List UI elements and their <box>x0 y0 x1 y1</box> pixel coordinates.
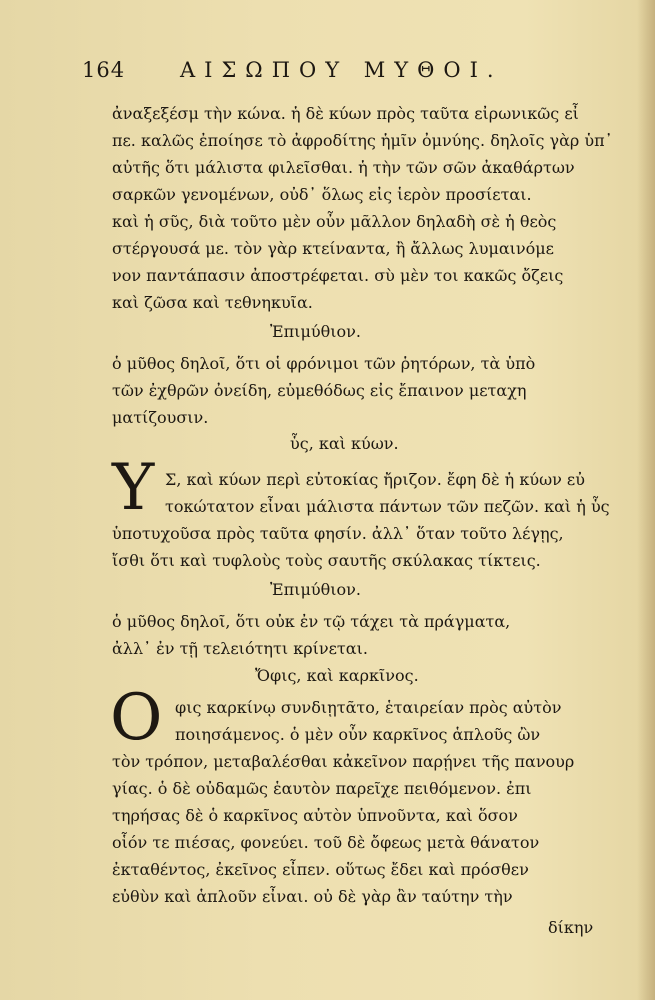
text-line: τηρήσας δὲ ὁ καρκῖνος αὐτὸν ὑπνοῦντα, καὶ ὅσον <box>112 806 518 825</box>
text-line: τοκώτατον εἶναι μάλιστα πάντων τῶν πεζῶν. καὶ ἡ ὗς <box>165 497 610 516</box>
text-line: καὶ ζῶσα καὶ τεθνηκυῖα. <box>112 293 313 312</box>
fable-title: ὗς, καὶ κύων. <box>290 434 399 453</box>
drop-cap: O <box>110 681 163 755</box>
page-header <box>82 58 582 88</box>
catchword: δίκην <box>548 918 594 937</box>
text-line: Σ, καὶ κύων περὶ εὐτοκίας ἤριζον. ἔφη δὲ ἡ κύων εὐ <box>165 470 585 489</box>
text-line: τὸν τρόπον, μεταβαλέσθαι κἀκεῖνον παρῄνει τῆς πανουρ <box>112 752 575 771</box>
text-line: γίας. ὁ δὲ οὐδαμῶς ἑαυτὸν παρεῖχε πειθόμενον. ἐπι <box>112 779 532 798</box>
text-line: φις καρκίνῳ συνδιῃτᾶτο, ἑταιρείαν πρὸς αὐτὸν <box>175 698 562 717</box>
text-line: ἀναξεξέσμ τὴν κώνα. ἡ δὲ κύων πρὸς ταῦτα εἰρωνικῶς εἶ <box>112 104 579 123</box>
text-line: νον παντάπασιν ἀποστρέφεται. σὺ μὲν τοι κακῶς ὄζεις <box>112 266 564 285</box>
text-line: ματίζουσιν. <box>112 408 209 427</box>
text-line: ὁ μῦθος δηλοῖ, ὅτι οὐκ ἐν τῷ τάχει τὰ πράγματα, <box>112 612 511 631</box>
running-title: ΑΙΣΩΠΟΥ ΜΥΘΟΙ. <box>180 58 503 82</box>
text-line: ἐκταθέντος, ἐκεῖνος εἶπεν. οὕτως ἔδει καὶ πρόσθεν <box>112 860 529 879</box>
drop-cap: Υ <box>112 451 155 525</box>
epimythion-heading: Ἐπιμύθιον. <box>270 580 361 599</box>
text-line: τῶν ἐχθρῶν ὀνείδη, εὐμεθόδως εἰς ἔπαινον μεταχη <box>112 381 527 400</box>
text-line: οἷόν τε πιέσας, φονεύει. τοῦ δὲ ὄφεως μετὰ θάνατον <box>112 833 540 852</box>
text-line: σαρκῶν γενομένων, οὐδ᾽ ὅλως εἰς ἱερὸν προσίεται. <box>112 185 532 204</box>
text-line: πε. καλῶς ἐποίησε τὸ ἀφροδίτης ἡμῖν ὀμνύης. δηλοῖς γὰρ ὑπ᾽ <box>112 131 613 150</box>
text-line: ὑποτυχοῦσα πρὸς ταῦτα φησίν. ἀλλ᾽ ὅταν τοῦτο λέγῃς, <box>112 524 564 543</box>
text-line: καὶ ἡ σῦς, διὰ τοῦτο μὲν οὖν μᾶλλον δηλαδὴ σὲ ἡ θεὸς <box>112 212 557 231</box>
page-number: 164 <box>82 58 126 82</box>
text-line: ὁ μῦθος δηλοῖ, ὅτι οἱ φρόνιμοι τῶν ῥητόρων, τὰ ὑπὸ <box>112 354 536 373</box>
text-line: εὐθὺν καὶ ἁπλοῦν εἶναι. οὐ δὲ γὰρ ἂν ταύτην τὴν <box>112 887 513 906</box>
epimythion-heading: Ἐπιμύθιον. <box>270 322 361 341</box>
text-line: στέργουσά με. τὸν γὰρ κτείναντα, ἢ ἄλλως λυμαινόμε <box>112 239 554 258</box>
text-line: αὐτῆς ὅτι μάλιστα φιλεῖσθαι. ἡ τὴν τῶν σῶν ἀκαθάρτων <box>112 158 575 177</box>
text-line: ἀλλ᾽ ἐν τῇ τελειότητι κρίνεται. <box>112 639 368 658</box>
fable-title: Ὄφις, καὶ καρκῖνος. <box>255 666 419 685</box>
text-line: ἴσθι ὅτι καὶ τυφλοὺς τοὺς σαυτῆς σκύλακας τίκτεις. <box>112 551 541 570</box>
text-line: ποιησάμενος. ὁ μὲν οὖν καρκῖνος ἁπλοῦς ὢν <box>175 725 541 744</box>
